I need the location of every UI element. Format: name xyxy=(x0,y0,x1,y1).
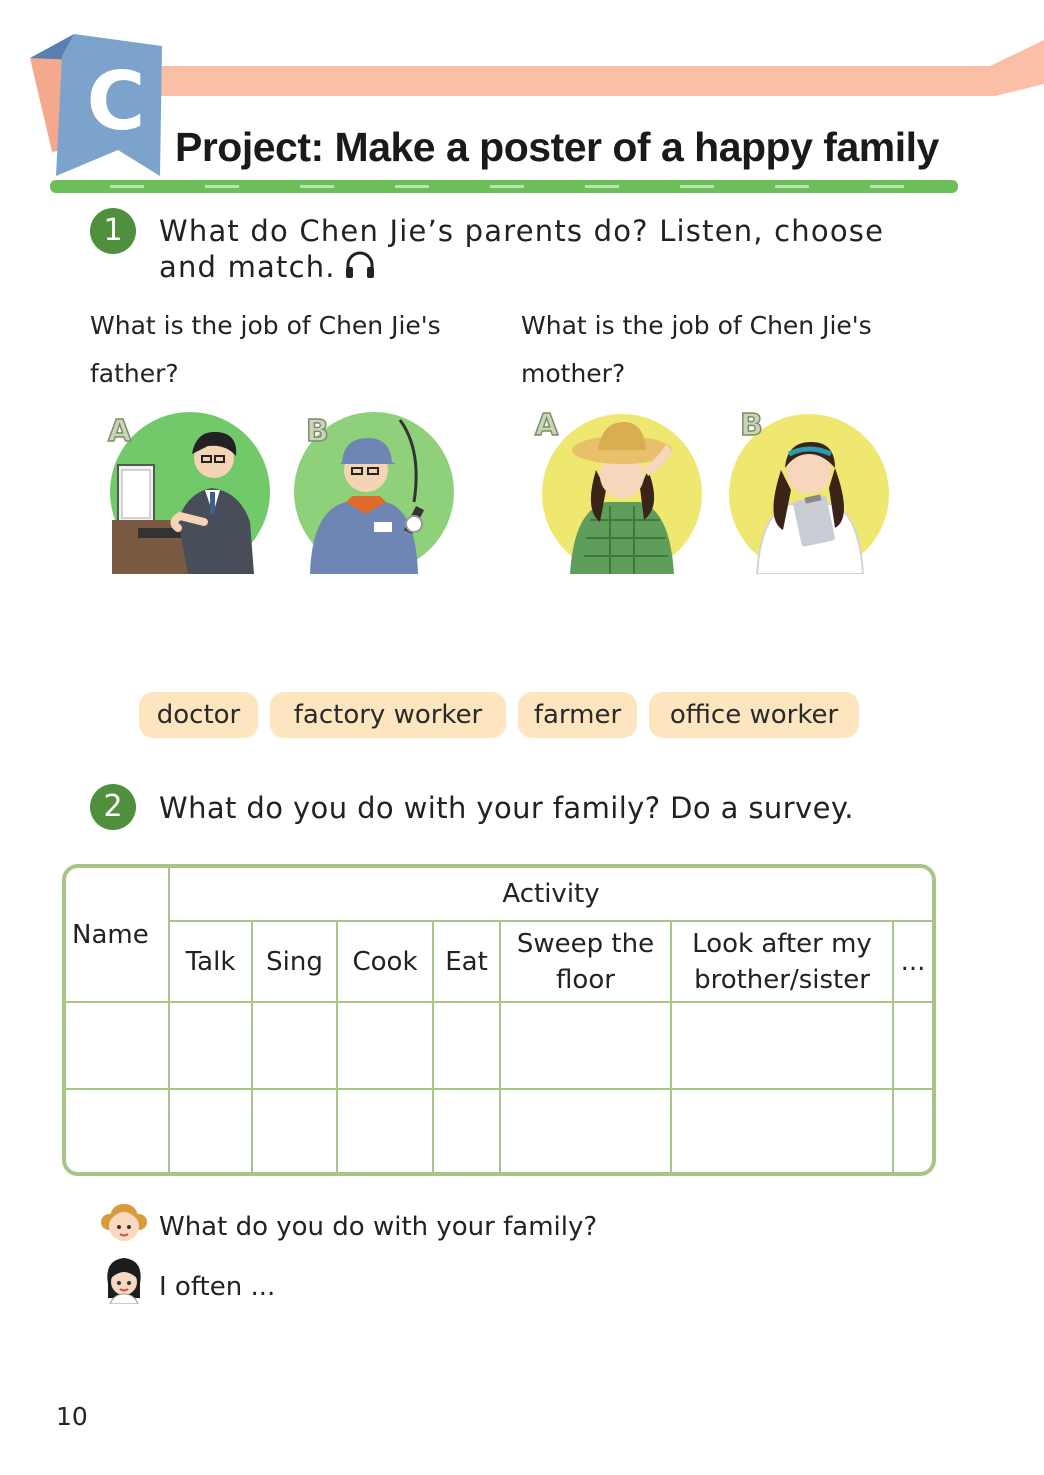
survey-cell[interactable] xyxy=(433,1002,500,1089)
father-option-a-office-worker-illustration[interactable] xyxy=(108,410,272,574)
survey-column-cook: Cook xyxy=(337,921,433,1002)
survey-cell[interactable] xyxy=(500,1089,671,1176)
survey-blank-row xyxy=(66,1089,932,1176)
word-chip-farmer[interactable]: farmer xyxy=(518,692,637,738)
survey-cell[interactable] xyxy=(893,1089,932,1176)
survey-cell[interactable] xyxy=(337,1002,433,1089)
headphones-icon[interactable] xyxy=(344,250,376,280)
page-number: 10 xyxy=(56,1402,88,1431)
section-letter: C xyxy=(86,55,146,148)
survey-cell[interactable] xyxy=(169,1002,252,1089)
survey-activity-header: Activity xyxy=(169,868,932,921)
survey-cell[interactable] xyxy=(671,1002,893,1089)
word-chip-doctor[interactable]: doctor xyxy=(139,692,258,738)
mother-question-line2: mother? xyxy=(521,359,626,388)
word-chip-office-worker[interactable]: office worker xyxy=(649,692,859,738)
survey-cell[interactable] xyxy=(252,1002,337,1089)
survey-blank-row xyxy=(66,1002,932,1089)
survey-name-header: Name xyxy=(66,868,169,1002)
girl-black-hair-avatar-icon xyxy=(100,1254,148,1304)
mother-option-a-letter: A xyxy=(535,408,559,443)
survey-column-eat: Eat xyxy=(433,921,500,1002)
survey-column-talk: Talk xyxy=(169,921,252,1002)
survey-column-sing: Sing xyxy=(252,921,337,1002)
exercise-1-instruction-line1: What do Chen Jie’s parents do? Listen, choose xyxy=(159,214,885,248)
word-chip-factory-worker[interactable]: factory worker xyxy=(270,692,506,738)
exercise-1-instruction-line2: and match. xyxy=(159,250,336,284)
exercise-1-number: 1 xyxy=(90,208,136,254)
survey-table xyxy=(62,864,936,1176)
survey-column-look-after-sibling: Look after my brother/sister xyxy=(671,921,893,1002)
mother-question-line1: What is the job of Chen Jie's xyxy=(521,311,872,340)
survey-cell[interactable] xyxy=(893,1002,932,1089)
exercise-2-instruction: What do you do with your family? Do a survey. xyxy=(159,791,854,825)
survey-cell[interactable] xyxy=(252,1089,337,1176)
dialog-line-question: What do you do with your family? xyxy=(159,1212,598,1242)
mother-option-b-letter: B xyxy=(740,408,763,443)
mother-option-a-farmer-illustration[interactable] xyxy=(540,410,704,574)
survey-cell[interactable] xyxy=(337,1089,433,1176)
survey-cell[interactable] xyxy=(66,1089,169,1176)
dialog-line-answer: I often ... xyxy=(159,1272,276,1302)
father-option-a-letter: A xyxy=(108,414,132,449)
father-question-line2: father? xyxy=(90,359,179,388)
survey-cell[interactable] xyxy=(169,1089,252,1176)
girl-pigtails-avatar-icon xyxy=(100,1200,148,1246)
survey-cell[interactable] xyxy=(433,1089,500,1176)
section-title: Project: Make a poster of a happy family xyxy=(175,124,939,170)
exercise-2-number: 2 xyxy=(90,784,136,830)
survey-cell[interactable] xyxy=(500,1002,671,1089)
survey-column-more: ... xyxy=(893,921,932,1002)
survey-cell[interactable] xyxy=(66,1002,169,1089)
survey-column-sweep-the-floor: Sweep the floor xyxy=(500,921,671,1002)
father-option-b-letter: B xyxy=(306,414,329,449)
survey-cell[interactable] xyxy=(671,1089,893,1176)
father-question-line1: What is the job of Chen Jie's xyxy=(90,311,441,340)
